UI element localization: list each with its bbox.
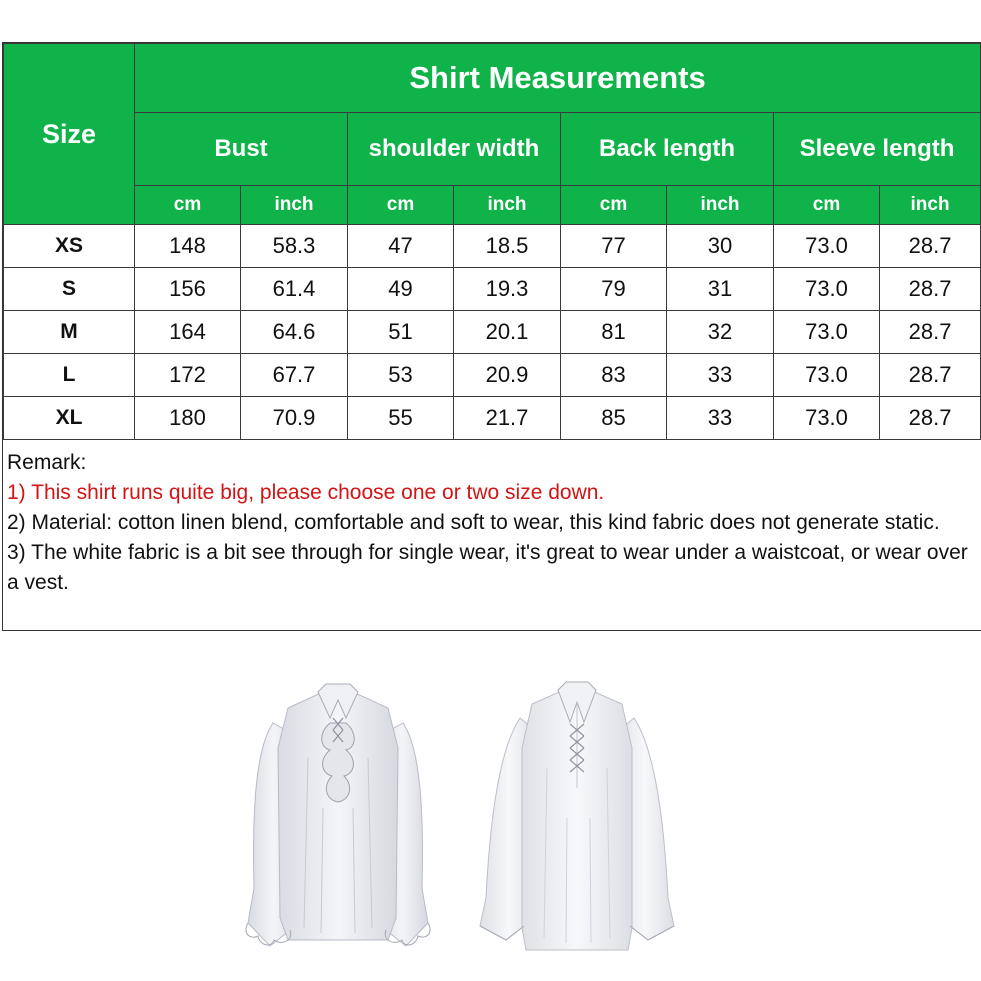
back-length-cm: 81	[561, 311, 667, 354]
group-header-shoulder-width: shoulder width	[348, 113, 561, 186]
table-row	[4, 397, 981, 440]
sleeve-length-cm: 73.0	[774, 225, 880, 268]
back-length-cm: 77	[561, 225, 667, 268]
bust-inch: 70.9	[241, 397, 348, 440]
remark-sizing-note: 1) This shirt runs quite big, please choose one or two size down.	[7, 481, 605, 504]
unit-header-inch: inch	[880, 186, 981, 225]
size-label: XL	[4, 397, 135, 440]
group-header-back-length: Back length	[561, 113, 774, 186]
sleeve-length-inch: 28.7	[880, 225, 981, 268]
unit-header-inch: inch	[454, 186, 561, 225]
table-title: Shirt Measurements	[135, 44, 981, 113]
remark-fabric-note: 3) The white fabric is a bit see through for single wear, it's great to wear under a waistcoat, or wear over a vest.	[7, 541, 968, 594]
back-length-inch: 33	[667, 354, 774, 397]
bust-inch: 64.6	[241, 311, 348, 354]
shoulder-cm: 47	[348, 225, 454, 268]
table-row	[4, 311, 981, 354]
size-chart	[2, 42, 981, 631]
back-length-inch: 30	[667, 225, 774, 268]
shoulder-cm: 49	[348, 268, 454, 311]
bust-inch: 61.4	[241, 268, 348, 311]
size-label: L	[4, 354, 135, 397]
sleeve-length-cm: 73.0	[774, 268, 880, 311]
sleeve-length-inch: 28.7	[880, 354, 981, 397]
sleeve-length-cm: 73.0	[774, 311, 880, 354]
back-length-cm: 83	[561, 354, 667, 397]
sleeve-length-inch: 28.7	[880, 268, 981, 311]
bust-cm: 172	[135, 354, 241, 397]
bust-cm: 148	[135, 225, 241, 268]
size-label: XS	[4, 225, 135, 268]
table-row	[4, 268, 981, 311]
ruffled-shirt-image	[238, 678, 438, 963]
bust-cm: 164	[135, 311, 241, 354]
sleeve-length-cm: 73.0	[774, 397, 880, 440]
unit-header-inch: inch	[241, 186, 348, 225]
back-length-cm: 79	[561, 268, 667, 311]
size-label: S	[4, 268, 135, 311]
unit-header-cm: cm	[348, 186, 454, 225]
sleeve-length-inch: 28.7	[880, 397, 981, 440]
sleeve-length-inch: 28.7	[880, 311, 981, 354]
table-row	[4, 354, 981, 397]
remark-material-note: 2) Material: cotton linen blend, comfortable and soft to wear, this kind fabric does not generate static.	[7, 511, 940, 534]
shoulder-cm: 53	[348, 354, 454, 397]
plain-shirt-image	[472, 678, 682, 963]
unit-header-inch: inch	[667, 186, 774, 225]
shoulder-inch: 19.3	[454, 268, 561, 311]
sleeve-length-cm: 73.0	[774, 354, 880, 397]
unit-header-cm: cm	[561, 186, 667, 225]
back-length-inch: 31	[667, 268, 774, 311]
shoulder-inch: 20.9	[454, 354, 561, 397]
shoulder-cm: 55	[348, 397, 454, 440]
shoulder-cm: 51	[348, 311, 454, 354]
shoulder-inch: 21.7	[454, 397, 561, 440]
shoulder-inch: 20.1	[454, 311, 561, 354]
unit-header-cm: cm	[774, 186, 880, 225]
group-header-sleeve-length: Sleeve length	[774, 113, 981, 186]
bust-cm: 180	[135, 397, 241, 440]
bust-cm: 156	[135, 268, 241, 311]
size-column-header: Size	[4, 44, 135, 225]
bust-inch: 58.3	[241, 225, 348, 268]
remark-heading: Remark:	[7, 451, 87, 474]
group-header-bust: Bust	[135, 113, 348, 186]
shoulder-inch: 18.5	[454, 225, 561, 268]
table-row	[4, 225, 981, 268]
measurement-table	[3, 43, 981, 440]
back-length-cm: 85	[561, 397, 667, 440]
back-length-inch: 32	[667, 311, 774, 354]
bust-inch: 67.7	[241, 354, 348, 397]
unit-header-cm: cm	[135, 186, 241, 225]
back-length-inch: 33	[667, 397, 774, 440]
size-label: M	[4, 311, 135, 354]
remarks-section	[3, 440, 981, 598]
